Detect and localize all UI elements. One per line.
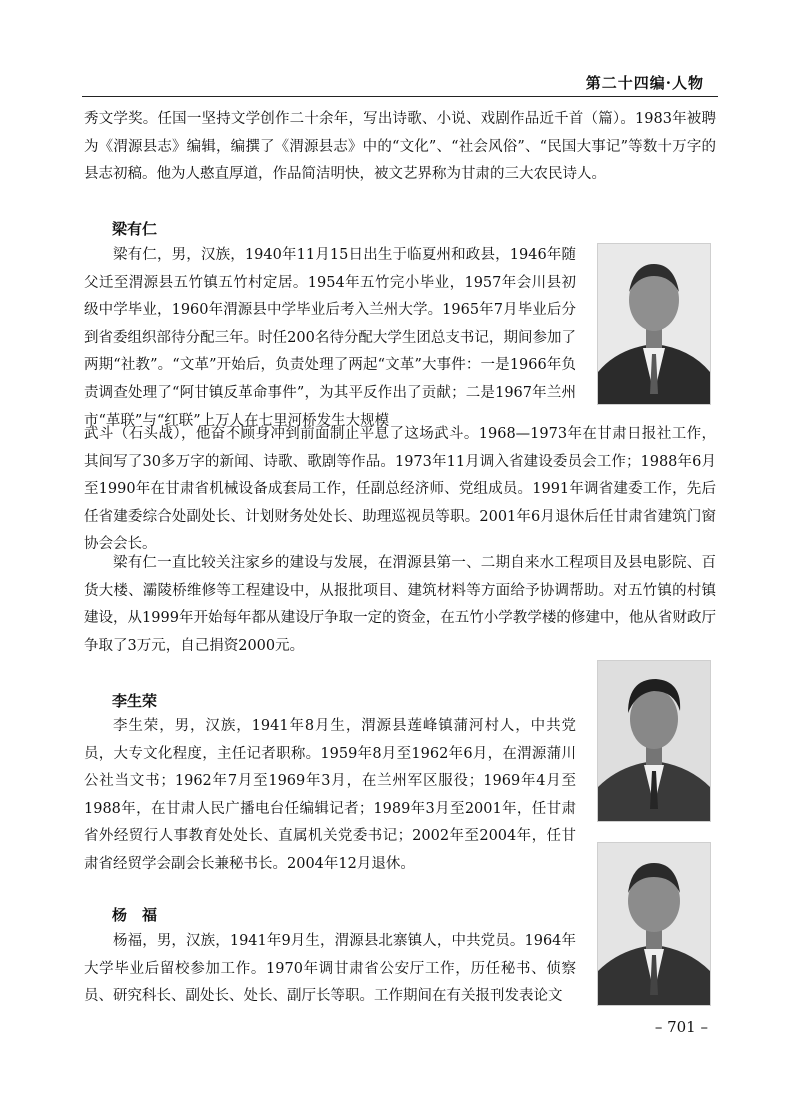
running-header: 第二十四编·人物	[585, 74, 704, 92]
portrait-yang-image	[598, 843, 710, 1005]
section-heading-liang: 梁有仁	[112, 220, 158, 238]
liang-paragraph-1b: 武斗（石头战），他奋不顾身冲到前面制止平息了这场武斗。1968—1973年在甘肃日报社工作，其间写了30多万字的新闻、诗歌、歌剧等作品。1973年11月调入省建设委员会工作；1988年6月至1990年在甘肃省机械设备成套局工作，任副总经济师、党组成员。1991年调省建委工作，先后任省建委综合处副处长、计划财务处处长、助理巡视员等职。2001年6月退休后任甘肃省建筑门窗协会会长。	[84, 426, 716, 553]
intro-paragraph: 秀文学奖。任国一坚持文学创作二十余年，写出诗歌、小说、戏剧作品近千首（篇）。1983年被聘为《渭源县志》编辑，编撰了《渭源县志》中的“文化”、“社会风俗”、“民国大事记”等数十万字的县志初稿。他为人憨直厚道，作品简洁明快，被文艺界称为甘肃的三大农民诗人。	[84, 111, 716, 183]
section-heading-yang: 杨 福	[112, 906, 158, 924]
page-number: – 701 –	[654, 1018, 708, 1036]
portrait-photo	[597, 660, 711, 822]
section-heading-li: 李生荣	[112, 692, 158, 710]
liang-paragraph-1a: 梁有仁，男，汉族，1940年11月15日出生于临夏州和政县，1946年随父迁至渭源县五竹镇五竹村定居。1954年五竹完小毕业，1957年会川县初级中学毕业，1960年渭源县中学毕业后考入兰州大学。1965年7月毕业后分到省委组织部待分配三年。时任200名待分配大学生团总支书记，期间参加了两期“社教”。“文革”开始后，负责处理了两起“文革”大事件：一是1966年负责调查处理了“阿甘镇反革命事件”，为其平反作出了贡献；二是1967年兰州市“革联”与“红联”上万人在七里河桥发生大规模	[84, 247, 576, 429]
yang-paragraph-1: 杨福，男，汉族，1941年9月生，渭源县北寨镇人，中共党员。1964年大学毕业后留校参加工作。1970年调甘肃省公安厅工作，历任秘书、侦察员、研究科长、副处长、处长、副厅长等职。工作期间在有关报刊发表论文	[84, 933, 576, 1005]
header-rule	[82, 96, 718, 97]
li-paragraph-1: 李生荣，男，汉族，1941年8月生，渭源县莲峰镇蒲河村人，中共党员，大专文化程度，主任记者职称。1959年8月至1962年6月，在渭源蒲川公社当文书；1962年7月至1969年3月，在兰州军区服役；1969年4月至1988年，在甘肃人民广播电台任编辑记者；1989年3月至2001年，任甘肃省外经贸行人事教育处处长、直属机关党委书记；2002年至2004年，任甘肃省经贸学会副会长兼秘书长。2004年12月退休。	[84, 718, 576, 872]
liang-paragraph-2: 梁有仁一直比较关注家乡的建设与发展，在渭源县第一、二期自来水工程项目及县电影院、百货大楼、灞陵桥维修等工程建设中，从报批项目、建筑材料等方面给予协调帮助。对五竹镇的村镇建设，从1999年开始每年都从建设厅争取一定的资金，在五竹小学教学楼的修建中，他从省财政厅争取了3万元，自己捐资2000元。	[84, 555, 716, 654]
portrait-liang-image	[598, 244, 710, 404]
portrait-li-image	[598, 661, 710, 821]
portrait-photo	[597, 243, 711, 405]
portrait-photo	[597, 842, 711, 1006]
